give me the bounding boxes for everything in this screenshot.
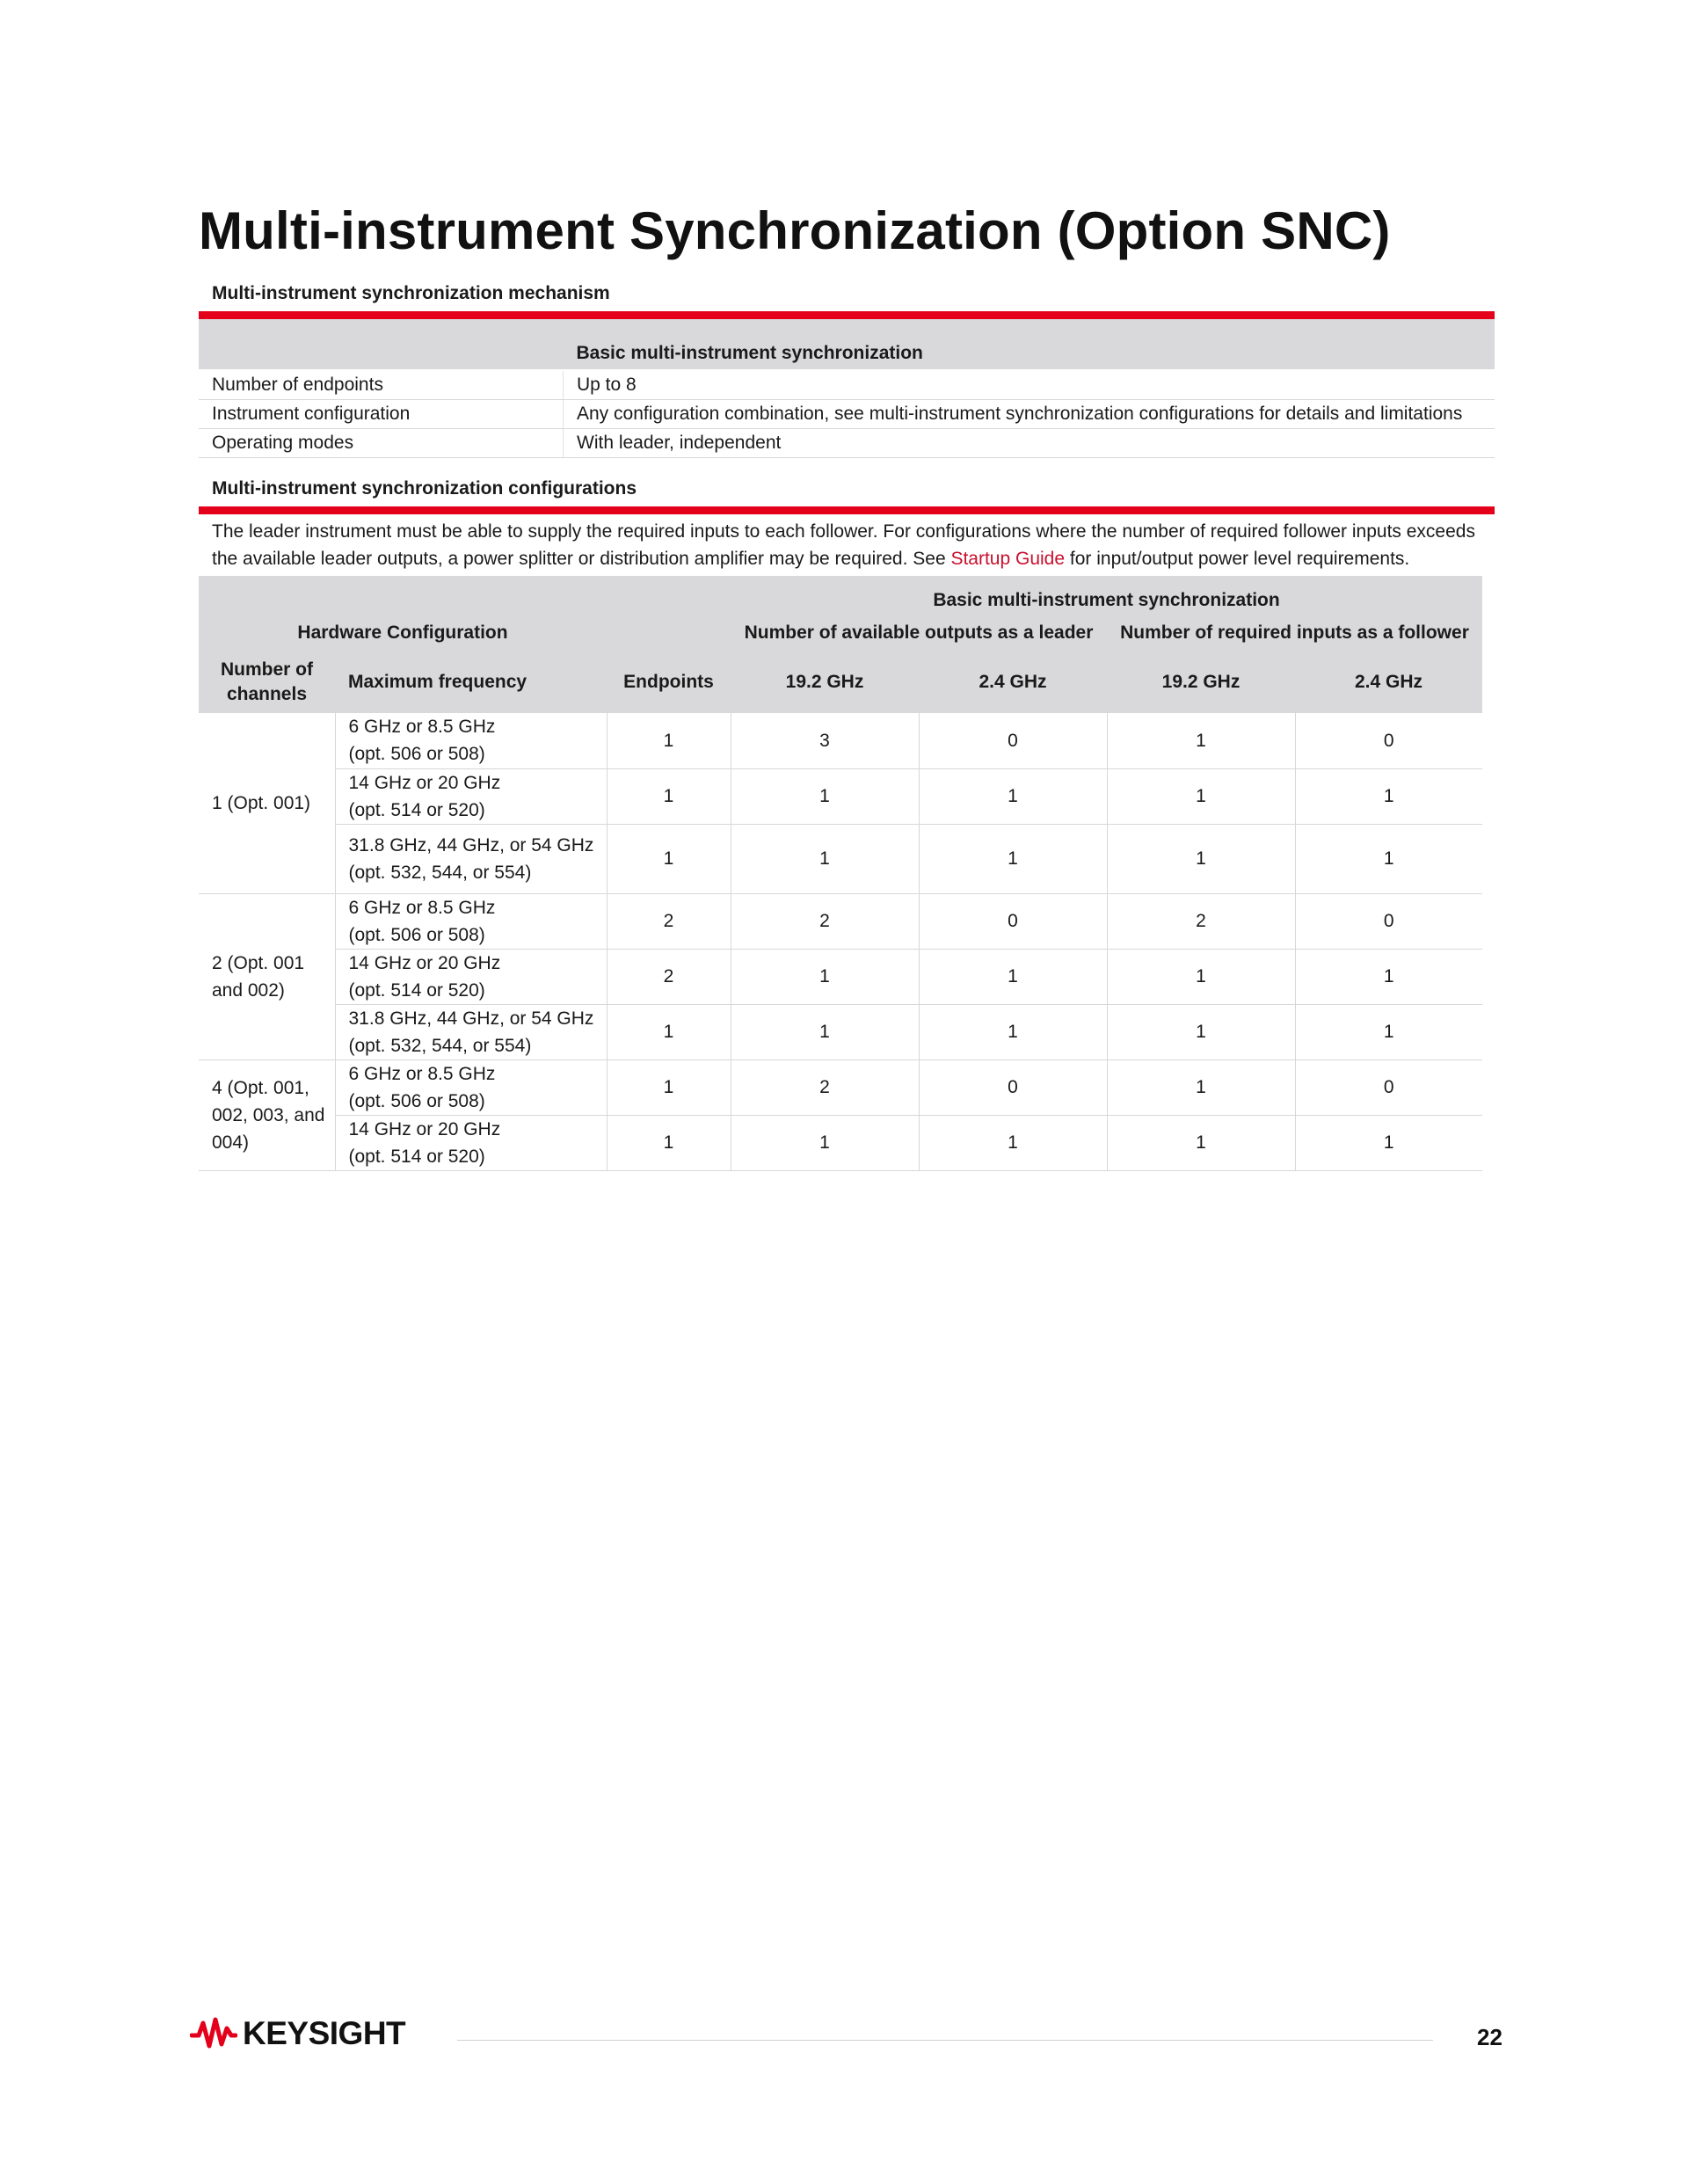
leader-19-2-cell: 1 — [731, 949, 919, 1004]
opt-line: (opt. 506 or 508) — [348, 924, 485, 945]
opt-line: (opt. 514 or 520) — [348, 799, 485, 820]
frequency-cell — [335, 824, 607, 893]
endpoints-cell: 1 — [607, 713, 731, 768]
leader-19-2-cell: 1 — [731, 1115, 919, 1170]
table-row — [199, 713, 1482, 768]
row-label: Instrument configuration — [199, 400, 564, 429]
row-label: Operating modes — [199, 429, 564, 458]
frequency-cell — [335, 1004, 607, 1059]
follower-2-4-cell: 0 — [1295, 1059, 1482, 1115]
follower-19-2-cell: 1 — [1107, 713, 1295, 768]
note-text-end: for input/output power level requirements. — [1065, 549, 1410, 569]
mechanism-header-row — [199, 319, 1495, 370]
leader-2-4-cell: 0 — [919, 893, 1107, 949]
table-row — [199, 768, 1482, 824]
endpoints-cell: 1 — [607, 1059, 731, 1115]
endpoints-cell: 1 — [607, 1115, 731, 1170]
freq-line: 14 GHz or 20 GHz — [348, 952, 501, 973]
leader-2-4-cell: 0 — [919, 713, 1107, 768]
table-row — [199, 893, 1482, 949]
table-row — [199, 429, 1495, 458]
opt-line: (opt. 514 or 520) — [348, 1146, 485, 1167]
keysight-wave-icon — [190, 2016, 237, 2051]
endpoints-cell: 1 — [607, 1004, 731, 1059]
footer-divider — [457, 2040, 1433, 2041]
leader-19-2-cell: 1 — [731, 824, 919, 893]
keysight-logo — [190, 2015, 405, 2052]
leader-19-2-cell: 1 — [731, 1004, 919, 1059]
configurations-note — [199, 514, 1495, 576]
leader-2-4-cell: 1 — [919, 1115, 1107, 1170]
follower-2-4-cell: 1 — [1295, 1004, 1482, 1059]
leader-2-4-cell: 1 — [919, 949, 1107, 1004]
channels-cell: 1 (Opt. 001) — [199, 713, 335, 893]
opt-line: (opt. 532, 544, or 554) — [348, 862, 532, 883]
page-title: Multi-instrument Synchronization (Option SNC) — [199, 201, 1391, 260]
leader-19-2-cell: 1 — [731, 768, 919, 824]
opt-line: (opt. 532, 544, or 554) — [348, 1035, 532, 1056]
frequency-cell — [335, 893, 607, 949]
table-row — [199, 949, 1482, 1004]
leader-2-4-cell: 1 — [919, 824, 1107, 893]
follower-19-2-cell: 1 — [1107, 1004, 1295, 1059]
leader-2-4-cell: 0 — [919, 1059, 1107, 1115]
channels-cell: 4 (Opt. 001, 002, 003, and 004) — [199, 1059, 335, 1170]
endpoints-cell: 2 — [607, 949, 731, 1004]
leader-19-2-cell: 3 — [731, 713, 919, 768]
follower-2-4-cell: 1 — [1295, 949, 1482, 1004]
follower-19-2-cell: 1 — [1107, 1059, 1295, 1115]
mechanism-section — [199, 283, 1495, 458]
header-row-2 — [199, 615, 1482, 652]
freq-line: 6 GHz or 8.5 GHz — [348, 897, 496, 918]
leader-2-4-cell: 1 — [919, 1004, 1107, 1059]
endpoints-cell: 1 — [607, 768, 731, 824]
mechanism-section-title: Multi-instrument synchronization mechanism — [199, 283, 1495, 319]
follower-19-2-cell: 1 — [1107, 949, 1295, 1004]
endpoints-cell: 2 — [607, 893, 731, 949]
header-follower-19-2: 19.2 GHz — [1107, 652, 1295, 713]
endpoints-cell: 1 — [607, 824, 731, 893]
freq-line: 31.8 GHz, 44 GHz, or 54 GHz — [348, 1008, 594, 1029]
opt-line: (opt. 514 or 520) — [348, 979, 485, 1001]
opt-line: (opt. 506 or 508) — [348, 744, 485, 765]
follower-2-4-cell: 1 — [1295, 1115, 1482, 1170]
configurations-section-title: Multi-instrument synchronization configurations — [199, 478, 1495, 514]
mechanism-header-empty — [199, 319, 564, 370]
header-follower-inputs: Number of required inputs as a follower — [1107, 615, 1482, 652]
header-basic-sync: Basic multi-instrument synchronization — [731, 576, 1482, 615]
header-row-3 — [199, 652, 1482, 713]
leader-2-4-cell: 1 — [919, 768, 1107, 824]
mechanism-table — [199, 319, 1495, 458]
follower-2-4-cell: 0 — [1295, 893, 1482, 949]
table-row — [199, 370, 1495, 400]
startup-guide-link[interactable]: Startup Guide — [950, 549, 1066, 569]
row-value: Any configuration combination, see multi-instrument synchronization configurations for details and limitations — [564, 400, 1495, 429]
leader-19-2-cell: 2 — [731, 893, 919, 949]
header-max-frequency: Maximum frequency — [335, 652, 607, 713]
freq-line: 31.8 GHz, 44 GHz, or 54 GHz — [348, 834, 594, 855]
follower-2-4-cell: 1 — [1295, 768, 1482, 824]
freq-line: 14 GHz or 20 GHz — [348, 772, 501, 793]
channels-cell: 2 (Opt. 001 and 002) — [199, 893, 335, 1059]
header-leader-2-4: 2.4 GHz — [919, 652, 1107, 713]
mechanism-header-basic: Basic multi-instrument synchronization — [564, 319, 1495, 370]
frequency-cell — [335, 713, 607, 768]
header-follower-2-4: 2.4 GHz — [1295, 652, 1482, 713]
follower-2-4-cell: 1 — [1295, 824, 1482, 893]
header-leader-19-2: 19.2 GHz — [731, 652, 919, 713]
header-endpoints: Endpoints — [607, 652, 731, 713]
frequency-cell — [335, 949, 607, 1004]
header-leader-outputs: Number of available outputs as a leader — [731, 615, 1107, 652]
logo-text: KEYSIGHT — [243, 2015, 406, 2051]
header-hardware-config: Hardware Configuration — [199, 615, 607, 652]
table-row — [199, 1059, 1482, 1115]
header-row-1 — [199, 576, 1482, 615]
frequency-cell — [335, 1115, 607, 1170]
opt-line: (opt. 506 or 508) — [348, 1090, 485, 1111]
leader-19-2-cell: 2 — [731, 1059, 919, 1115]
follower-19-2-cell: 1 — [1107, 1115, 1295, 1170]
row-value: With leader, independent — [564, 429, 1495, 458]
follower-19-2-cell: 1 — [1107, 824, 1295, 893]
row-label: Number of endpoints — [199, 370, 564, 400]
table-row — [199, 1115, 1482, 1170]
page-number: 22 — [1477, 2024, 1502, 2050]
frequency-cell — [335, 1059, 607, 1115]
configurations-table — [199, 576, 1482, 1171]
row-value: Up to 8 — [564, 370, 1495, 400]
header-channels: Number of channels — [199, 652, 335, 713]
frequency-cell — [335, 768, 607, 824]
follower-19-2-cell: 1 — [1107, 768, 1295, 824]
freq-line: 6 GHz or 8.5 GHz — [348, 717, 496, 738]
follower-2-4-cell: 0 — [1295, 713, 1482, 768]
table-row — [199, 824, 1482, 893]
configurations-section — [199, 478, 1495, 1171]
table-row — [199, 1004, 1482, 1059]
follower-19-2-cell: 2 — [1107, 893, 1295, 949]
freq-line: 14 GHz or 20 GHz — [348, 1118, 501, 1139]
freq-line: 6 GHz or 8.5 GHz — [348, 1063, 496, 1084]
table-row — [199, 400, 1495, 429]
note-text: The leader instrument must be able to supply the required inputs to each follower. For configurations where the number of required follower inputs exceeds the available leader outputs, a power splitter or distribution amplifier may be required. See — [212, 521, 1475, 569]
